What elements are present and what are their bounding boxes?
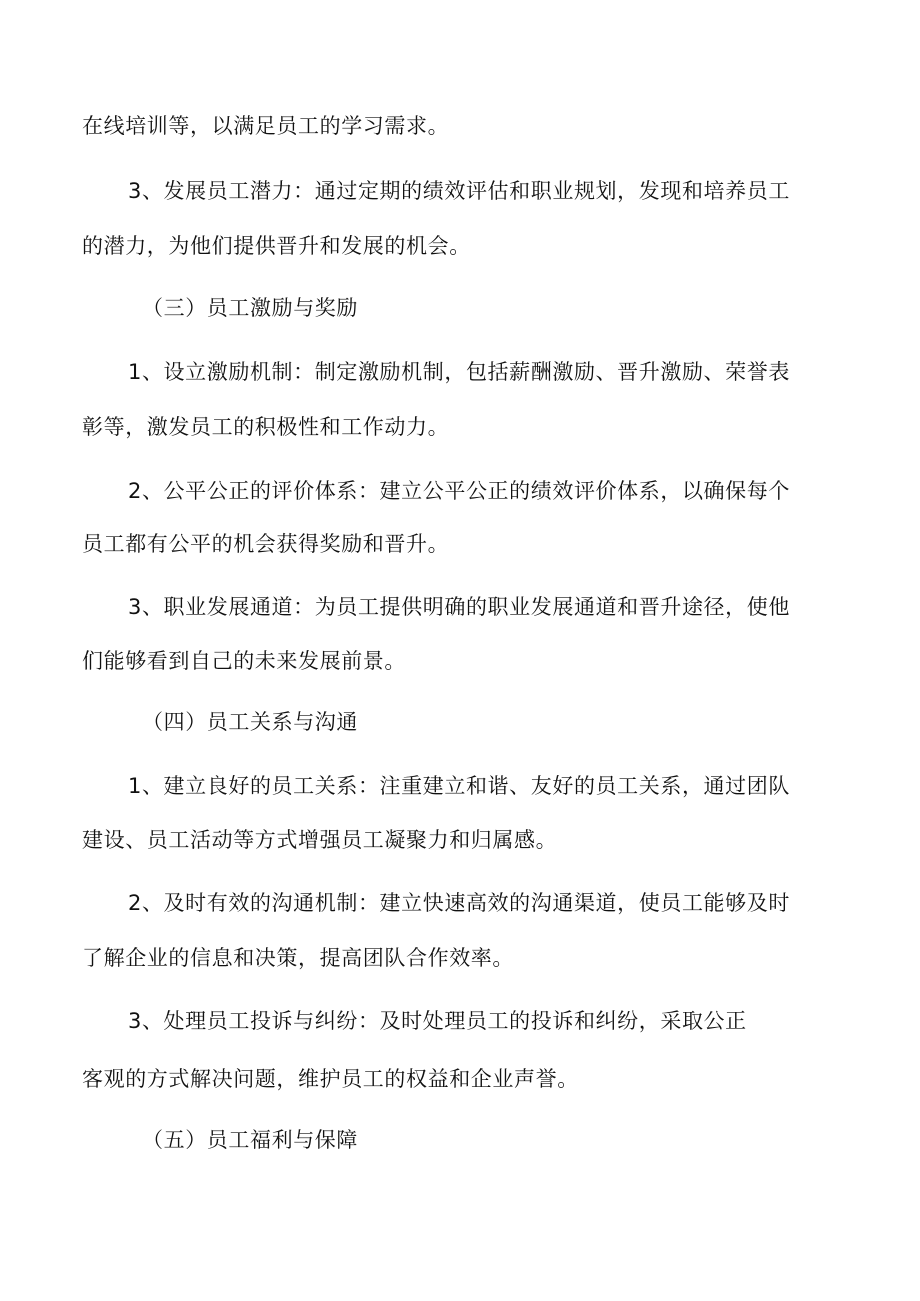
paragraph-line: 3、处理员工投诉与纠纷：及时处理员工的投诉和纠纷，采取公正 [128,1009,747,1033]
section-heading: （四）员工关系与沟通 [142,710,358,734]
paragraph-line: 1、建立良好的员工关系：注重建立和谐、友好的员工关系，通过团队 [128,774,790,798]
paragraph-line: 2、及时有效的沟通机制：建立快速高效的沟通渠道，使员工能够及时 [128,891,790,915]
section-heading: （三）员工激励与奖励 [142,296,358,320]
paragraph-line: 客观的方式解决问题，维护员工的权益和企业声誉。 [82,1067,579,1091]
paragraph-line: 的潜力，为他们提供晋升和发展的机会。 [82,234,471,258]
paragraph-line: 在线培训等，以满足员工的学习需求。 [82,114,450,138]
paragraph-line: 3、职业发展通道：为员工提供明确的职业发展通道和晋升途径，使他 [128,595,790,619]
paragraph-line: 1、设立激励机制：制定激励机制，包括薪酬激励、晋升激励、荣誉表 [128,360,790,384]
paragraph-line: 了解企业的信息和决策，提高团队合作效率。 [82,946,514,970]
section-heading: （五）员工福利与保障 [142,1128,358,1152]
paragraph-line: 3、发展员工潜力：通过定期的绩效评估和职业规划，发现和培养员工 [128,179,790,203]
paragraph-line: 彰等，激发员工的积极性和工作动力。 [82,415,450,439]
paragraph-line: 员工都有公平的机会获得奖励和晋升。 [82,532,450,556]
paragraph-line: 2、公平公正的评价体系：建立公平公正的绩效评价体系，以确保每个 [128,479,790,503]
paragraph-line: 们能够看到自己的未来发展前景。 [82,649,406,673]
paragraph-line: 建设、员工活动等方式增强员工凝聚力和归属感。 [82,828,558,852]
